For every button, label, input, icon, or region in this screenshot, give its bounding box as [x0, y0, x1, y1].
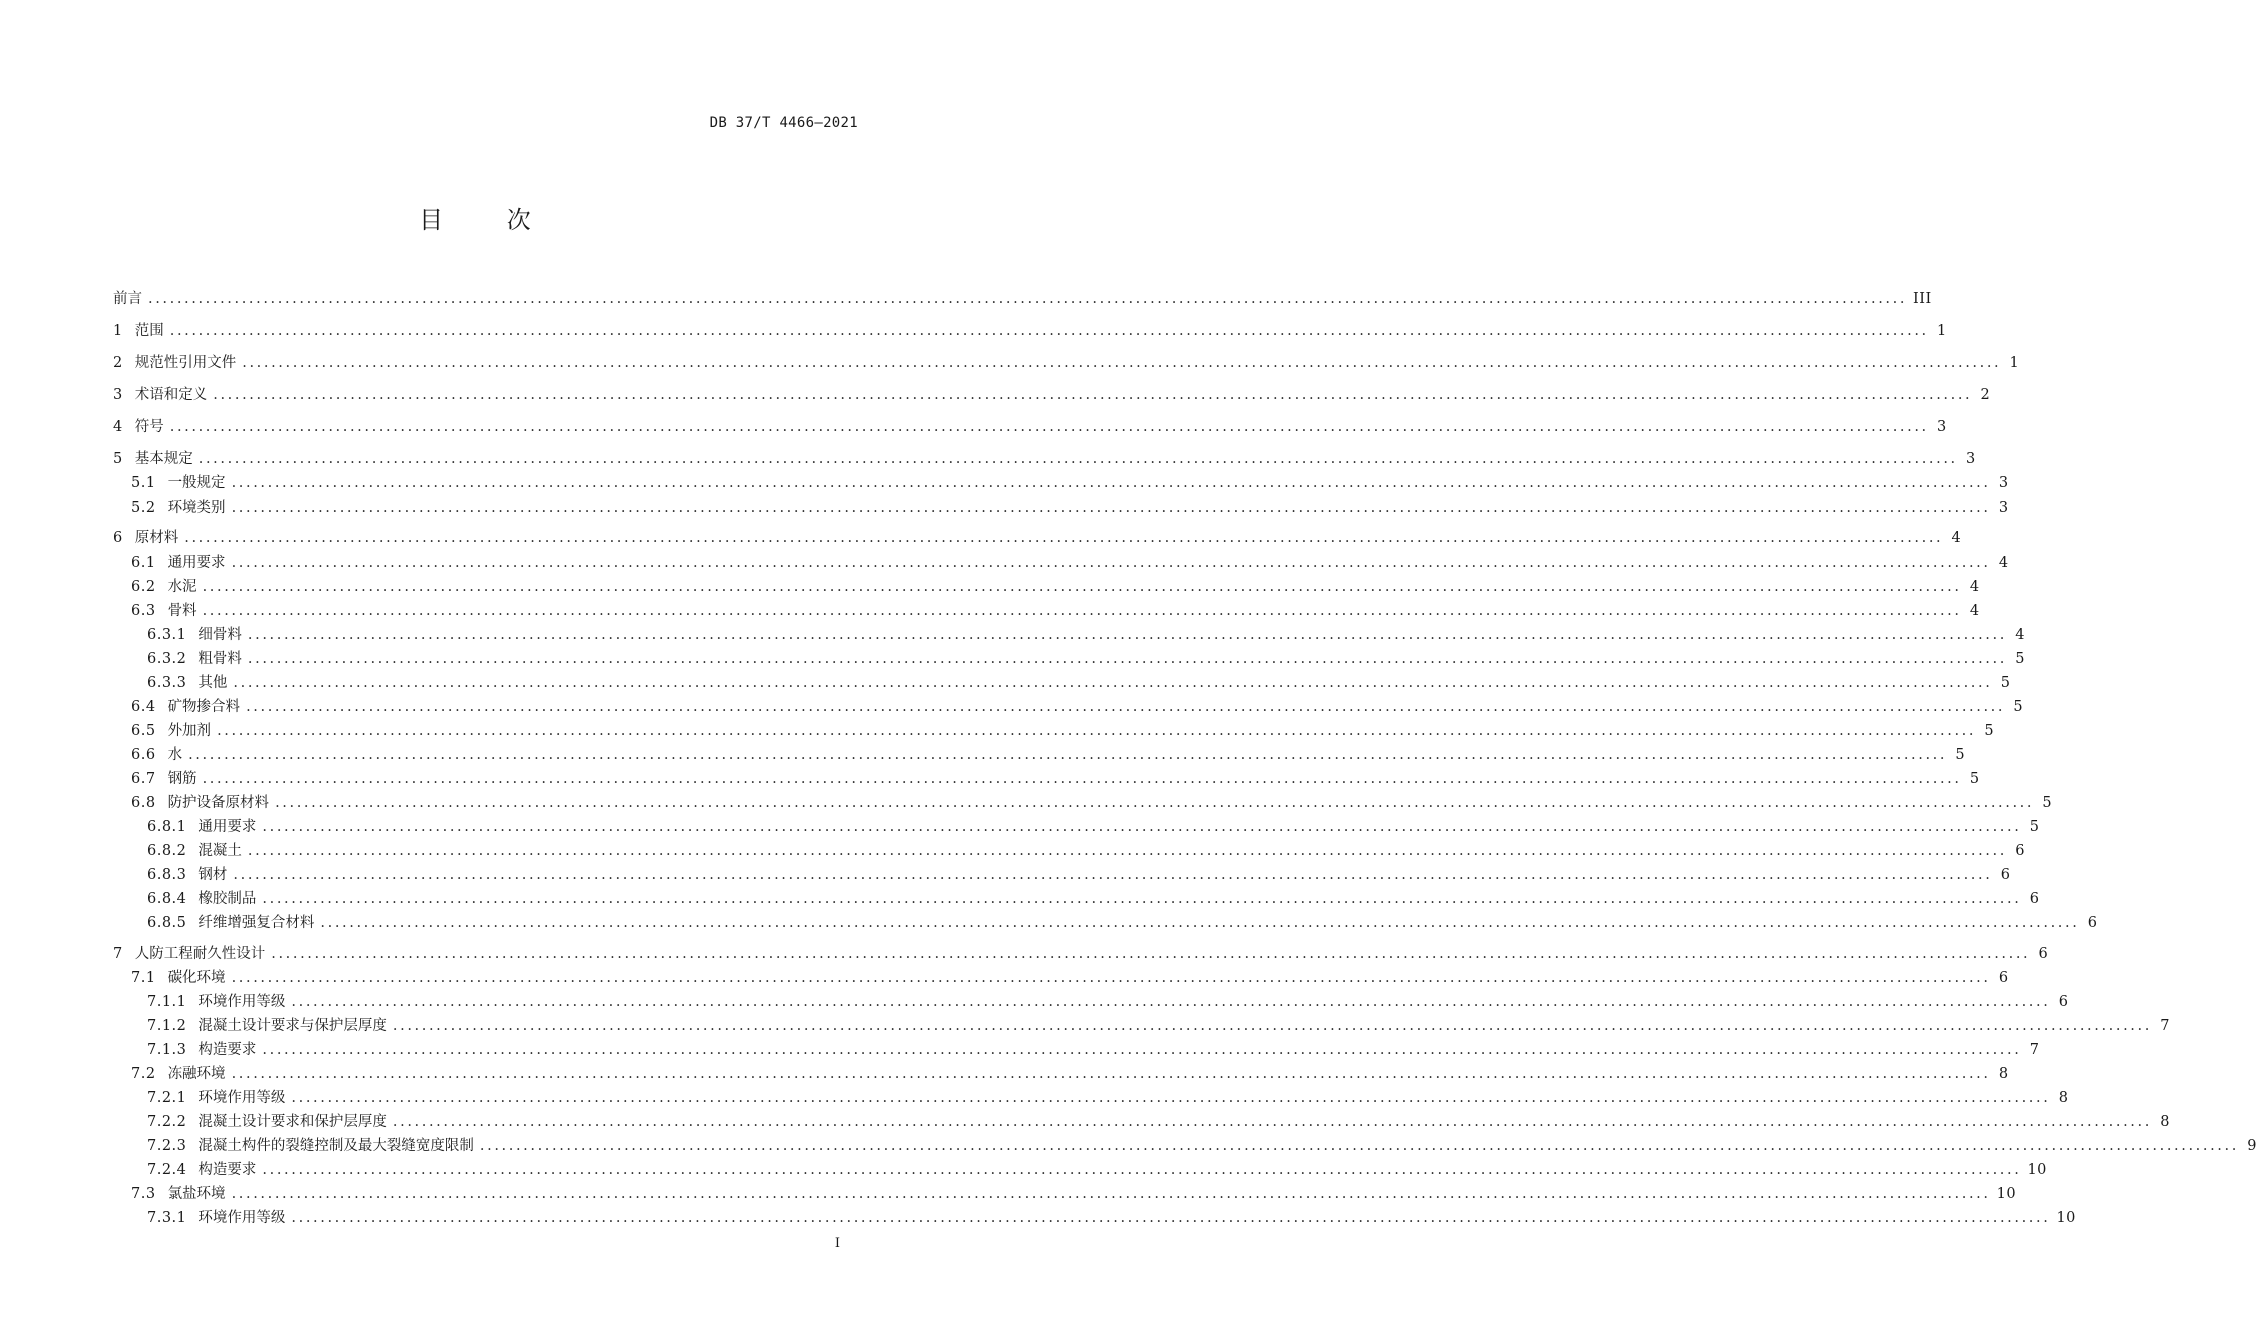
- toc-number: 7.1.1: [147, 994, 187, 1010]
- toc-number: 7.2.2: [147, 1114, 187, 1130]
- toc-entry[interactable]: [147, 816, 2040, 838]
- toc-entry[interactable]: [147, 1159, 2047, 1181]
- toc-entry[interactable]: [113, 352, 2020, 374]
- toc-page: 6: [2000, 867, 2011, 883]
- toc-leader: ....................................................................................................................................................................................................................................................: [202, 771, 1962, 787]
- toc-leader: ....................................................................................................................................................................................................................................................: [291, 1090, 2051, 1106]
- toc-label: 范围: [134, 323, 164, 339]
- toc-label: 细骨料: [198, 627, 242, 643]
- toc-entry[interactable]: [147, 864, 2011, 886]
- toc-leader: ....................................................................................................................................................................................................................................................: [217, 723, 1977, 739]
- toc-entry[interactable]: [147, 1135, 2257, 1157]
- toc-entry[interactable]: [147, 991, 2069, 1013]
- toc-page: 5: [2042, 795, 2053, 811]
- toc-leader: ....................................................................................................................................................................................................................................................: [169, 419, 1929, 435]
- toc-entry[interactable]: [147, 1207, 2076, 1229]
- toc-number: 7.3.1: [147, 1210, 187, 1226]
- toc-leader: ....................................................................................................................................................................................................................................................: [231, 970, 1991, 986]
- toc-leader: ....................................................................................................................................................................................................................................................: [291, 994, 2051, 1010]
- toc-label: 粗骨料: [198, 651, 242, 667]
- toc-entry[interactable]: [147, 840, 2025, 862]
- toc-leader: ....................................................................................................................................................................................................................................................: [242, 355, 2002, 371]
- toc-label: 混凝土构件的裂缝控制及最大裂缝宽度限制: [198, 1138, 474, 1154]
- toc-entry[interactable]: [131, 792, 2053, 814]
- toc-entry[interactable]: [131, 1063, 2009, 1085]
- toc-label: 环境类别: [167, 500, 226, 516]
- toc-number: 6.3: [131, 603, 156, 619]
- toc-page: 3: [1998, 500, 2009, 516]
- toc-number: 6.7: [131, 771, 156, 787]
- toc-label: 骨料: [167, 603, 197, 619]
- toc-label: 混凝土设计要求与保护层厚度: [198, 1018, 387, 1034]
- toc-label: 水泥: [167, 579, 197, 595]
- toc-page: 4: [2015, 627, 2025, 643]
- toc-leader: ....................................................................................................................................................................................................................................................: [231, 500, 1991, 516]
- toc-label: 通用要求: [167, 555, 226, 571]
- toc-number: 6.3.1: [147, 627, 187, 643]
- toc-leader: ....................................................................................................................................................................................................................................................: [233, 675, 1993, 691]
- toc-entry[interactable]: [113, 288, 1932, 310]
- toc-leader: ....................................................................................................................................................................................................................................................: [184, 530, 1944, 546]
- toc-entry[interactable]: [113, 320, 1947, 342]
- toc-page: 1: [2009, 355, 2020, 371]
- toc-page: 5: [2015, 651, 2025, 667]
- toc-entry[interactable]: [113, 527, 1962, 549]
- toc-label: 其他: [198, 675, 228, 691]
- toc-label: 术语和定义: [134, 387, 208, 403]
- toc-page: 5: [2013, 699, 2024, 715]
- toc-page: 5: [1969, 771, 1980, 787]
- toc-label: 冻融环境: [167, 1066, 226, 1082]
- toc-page: 3: [1937, 419, 1947, 435]
- toc-page: 5: [1955, 747, 1966, 763]
- toc-leader: ....................................................................................................................................................................................................................................................: [246, 699, 2006, 715]
- toc-page: 8: [1998, 1066, 2009, 1082]
- toc-number: 3: [113, 387, 123, 403]
- toc-number: 5.1: [131, 475, 156, 491]
- toc-page: 6: [2015, 843, 2025, 859]
- toc-label: 原材料: [134, 530, 179, 546]
- toc-leader: ....................................................................................................................................................................................................................................................: [202, 579, 1962, 595]
- toc-label: 钢筋: [167, 771, 197, 787]
- toc-number: 6: [113, 530, 123, 546]
- toc-entry[interactable]: [147, 1039, 2040, 1061]
- toc-page: 4: [1969, 603, 1980, 619]
- toc-label: 前言: [113, 291, 142, 307]
- toc-page: 5: [1984, 723, 1995, 739]
- toc-number: 6.8: [131, 795, 156, 811]
- toc-label: 混凝土设计要求和保护层厚度: [198, 1114, 387, 1130]
- toc-entry[interactable]: [131, 472, 2009, 494]
- toc-label: 外加剂: [167, 723, 212, 739]
- toc-label: 构造要求: [198, 1162, 257, 1178]
- toc-leader: ....................................................................................................................................................................................................................................................: [233, 867, 1993, 883]
- toc-number: 2: [113, 355, 123, 371]
- toc-leader: ....................................................................................................................................................................................................................................................: [271, 946, 2031, 962]
- toc-page: 3: [1998, 475, 2009, 491]
- toc-leader: ....................................................................................................................................................................................................................................................: [231, 1186, 1991, 1202]
- toc-label: 纤维增强复合材料: [198, 915, 315, 931]
- toc-page: 10: [1996, 1186, 2017, 1202]
- toc-page: 8: [2160, 1114, 2170, 1130]
- toc-entry[interactable]: [147, 1111, 2170, 1133]
- toc-entry[interactable]: [131, 720, 1995, 742]
- toc-label: 氯盐环境: [167, 1186, 226, 1202]
- toc-leader: ....................................................................................................................................................................................................................................................: [231, 555, 1991, 571]
- toc-number: 7.2.4: [147, 1162, 187, 1178]
- toc-entry[interactable]: [113, 416, 1947, 438]
- toc-leader: ....................................................................................................................................................................................................................................................: [479, 1138, 2239, 1154]
- toc-label: 环境作用等级: [198, 1090, 286, 1106]
- toc-label: 碳化环境: [167, 970, 226, 986]
- toc-entry[interactable]: [113, 384, 1991, 406]
- toc-entry[interactable]: [131, 1183, 2017, 1205]
- toc-entry[interactable]: [147, 1015, 2170, 1037]
- toc-label: 环境作用等级: [198, 1210, 286, 1226]
- toc-label: 一般规定: [167, 475, 226, 491]
- toc-page: 6: [2087, 915, 2098, 931]
- toc-entry[interactable]: [131, 600, 1980, 622]
- toc-number: 5.2: [131, 500, 156, 516]
- toc-page: 10: [2027, 1162, 2047, 1178]
- toc-page: 4: [1969, 579, 1980, 595]
- toc-label: 符号: [134, 419, 164, 435]
- toc-label: 水: [167, 747, 183, 763]
- toc-leader: ....................................................................................................................................................................................................................................................: [198, 451, 1958, 467]
- toc-leader: ....................................................................................................................................................................................................................................................: [275, 795, 2035, 811]
- toc-number: 7.1.2: [147, 1018, 187, 1034]
- toc-leader: ....................................................................................................................................................................................................................................................: [231, 1066, 1991, 1082]
- toc-entry[interactable]: [131, 967, 2009, 989]
- toc-leader: ....................................................................................................................................................................................................................................................: [213, 387, 1973, 403]
- toc-number: 7.2.1: [147, 1090, 187, 1106]
- toc-page: III: [1913, 291, 1932, 307]
- toc-label: 混凝土: [198, 843, 242, 859]
- toc-entry[interactable]: [131, 696, 2024, 718]
- toc-label: 规范性引用文件: [134, 355, 237, 371]
- toc-number: 6.4: [131, 699, 156, 715]
- toc-leader: ....................................................................................................................................................................................................................................................: [262, 1162, 2022, 1178]
- toc-number: 4: [113, 419, 123, 435]
- toc-label: 通用要求: [198, 819, 257, 835]
- toc-leader: ....................................................................................................................................................................................................................................................: [262, 819, 2022, 835]
- toc-label: 钢材: [198, 867, 228, 883]
- toc-leader: ....................................................................................................................................................................................................................................................: [247, 843, 2007, 859]
- toc-number: 1: [113, 323, 123, 339]
- toc-number: 7.2: [131, 1066, 156, 1082]
- toc-page: 6: [2038, 946, 2049, 962]
- toc-label: 橡胶制品: [198, 891, 257, 907]
- page-number: I: [834, 1236, 840, 1251]
- toc-leader: ....................................................................................................................................................................................................................................................: [320, 915, 2080, 931]
- toc-leader: ....................................................................................................................................................................................................................................................: [262, 1042, 2022, 1058]
- toc-number: 6.2: [131, 579, 156, 595]
- toc-entry[interactable]: [147, 648, 2025, 670]
- toc-page: 5: [2029, 819, 2040, 835]
- toc-label: 矿物掺合料: [167, 699, 241, 715]
- toc-page: 6: [2029, 891, 2040, 907]
- toc-entry[interactable]: [131, 497, 2009, 519]
- toc-label: 环境作用等级: [198, 994, 286, 1010]
- toc-leader: ....................................................................................................................................................................................................................................................: [392, 1114, 2152, 1130]
- toc-leader: ....................................................................................................................................................................................................................................................: [247, 651, 2007, 667]
- toc-leader: ....................................................................................................................................................................................................................................................: [188, 747, 1948, 763]
- toc-entry[interactable]: [147, 888, 2040, 910]
- toc-leader: ....................................................................................................................................................................................................................................................: [169, 323, 1929, 339]
- toc-leader: ....................................................................................................................................................................................................................................................: [148, 291, 1908, 307]
- toc-entry[interactable]: [147, 912, 2098, 934]
- toc-page: 2: [1980, 387, 1991, 403]
- toc-entry[interactable]: [147, 624, 2025, 646]
- toc-label: 基本规定: [134, 451, 193, 467]
- toc-number: 7: [113, 946, 123, 962]
- toc-page: 1: [1937, 323, 1947, 339]
- toc-entry[interactable]: [131, 768, 1980, 790]
- toc-number: 6.8.4: [147, 891, 187, 907]
- toc-leader: ....................................................................................................................................................................................................................................................: [202, 603, 1962, 619]
- toc-number: 6.3.3: [147, 675, 187, 691]
- toc-entry[interactable]: [131, 552, 2009, 574]
- toc-page: 3: [1966, 451, 1976, 467]
- toc-number: 6.8.2: [147, 843, 187, 859]
- toc-page: 6: [2058, 994, 2069, 1010]
- toc-leader: ....................................................................................................................................................................................................................................................: [231, 475, 1991, 491]
- toc-page: 9: [2247, 1138, 2257, 1154]
- toc-leader: ....................................................................................................................................................................................................................................................: [291, 1210, 2051, 1226]
- toc-number: 7.2.3: [147, 1138, 187, 1154]
- toc-page: 4: [1998, 555, 2009, 571]
- toc-number: 6.3.2: [147, 651, 187, 667]
- toc-number: 7.1: [131, 970, 156, 986]
- toc-entry[interactable]: [147, 672, 2011, 694]
- toc-page: 6: [1998, 970, 2009, 986]
- toc-page: 5: [2000, 675, 2011, 691]
- toc-entry[interactable]: [113, 448, 1976, 470]
- standard-code: DB 37/T 4466—2021: [709, 115, 858, 131]
- page-title: 目 次: [419, 206, 559, 234]
- toc-number: 6.8.3: [147, 867, 187, 883]
- toc-label: 构造要求: [198, 1042, 257, 1058]
- toc-number: 7.1.3: [147, 1042, 187, 1058]
- toc-number: 6.1: [131, 555, 156, 571]
- toc-entry[interactable]: [131, 576, 1980, 598]
- toc-leader: ....................................................................................................................................................................................................................................................: [262, 891, 2022, 907]
- toc-number: 6.8.5: [147, 915, 187, 931]
- toc-number: 6.8.1: [147, 819, 187, 835]
- toc-page: 7: [2160, 1018, 2170, 1034]
- toc-leader: ....................................................................................................................................................................................................................................................: [247, 627, 2007, 643]
- toc-page: 8: [2058, 1090, 2069, 1106]
- toc-label: 防护设备原材料: [167, 795, 270, 811]
- toc-number: 7.3: [131, 1186, 156, 1202]
- toc-entry[interactable]: [147, 1087, 2069, 1109]
- toc-entry[interactable]: [113, 943, 2049, 965]
- toc-label: 人防工程耐久性设计: [134, 946, 266, 962]
- toc-number: 6.5: [131, 723, 156, 739]
- toc-page: 7: [2029, 1042, 2040, 1058]
- toc-entry[interactable]: [131, 744, 1966, 766]
- toc-page: 4: [1951, 530, 1962, 546]
- toc-number: 5: [113, 451, 123, 467]
- toc-leader: ....................................................................................................................................................................................................................................................: [392, 1018, 2152, 1034]
- toc-number: 6.6: [131, 747, 156, 763]
- toc-page: 10: [2056, 1210, 2076, 1226]
